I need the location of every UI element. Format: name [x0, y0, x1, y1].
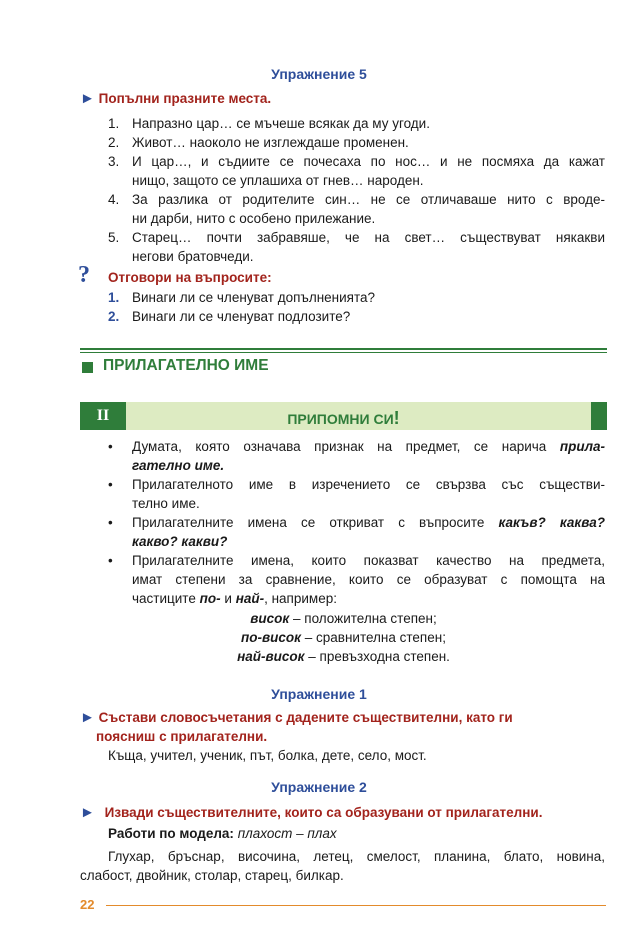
- exercise-2-instruction: ► Извади съществителните, които са образувани от прилагателни.: [80, 804, 543, 821]
- degree-examples: [80, 609, 607, 666]
- remember-title: ПРИПОМНИ СИ!: [287, 408, 400, 428]
- exercise-2-title: Упражнение 2: [271, 779, 367, 795]
- list-item: • Прилагателните имена, които показват качество на предмета, имат степени за сравнение, които се образуват с помощта на частиците по- и най-, например:: [108, 553, 605, 606]
- questions-title: Отговори на въпросите:: [108, 270, 272, 285]
- exercise-1-words: Къща, учител, ученик, път, болка, дете, село, мост.: [108, 748, 427, 763]
- list-item: 5. Старец… почти забравяше, че на свет… съществуват някакви негови братовчеди.: [108, 230, 605, 264]
- exercise-1-instruction: ► Състави словосъчетания с дадените съществителни, като ги: [80, 709, 513, 726]
- list-item: 1. Напразно цар… се мъчеше всякак да му угоди.: [108, 116, 430, 131]
- square-bullet-icon: [82, 362, 93, 373]
- question-item: 2. Винаги ли се членуват подлозите?: [108, 309, 351, 324]
- list-item: 4. За разлика от родителите син… не се отличаваше нито с вроде- ни дарби, нито с особено прилежание.: [108, 192, 605, 226]
- section-divider: [80, 348, 607, 350]
- triangle-arrow-icon: ►: [80, 90, 95, 107]
- section-divider-thin: [80, 352, 607, 353]
- exclamation-icon: !: [393, 408, 400, 428]
- list-item: 2. Живот… наоколо не изглеждаше променен.: [108, 135, 409, 150]
- exercise-5-items: [108, 114, 605, 266]
- footer-rule: [106, 905, 606, 906]
- questions-list: [108, 288, 375, 326]
- list-item: • Думата, която означава признак на предмет, се нарича прила- гателно име.: [108, 439, 605, 473]
- question-item: 1. Винаги ли се членуват допълненията?: [108, 290, 376, 305]
- degree-example: висок – положителна степен;: [250, 611, 437, 626]
- page-number: 22: [80, 897, 95, 912]
- rules-list: [108, 437, 605, 608]
- degree-example: по-висок – сравнителна степен;: [241, 630, 446, 645]
- list-item: • Прилагателното име в изречението се свързва със съществи- телно име.: [108, 477, 605, 511]
- exercise-2-model: Работи по модела: плахост – плах: [108, 826, 337, 841]
- exercise-1-title: Упражнение 1: [271, 686, 367, 702]
- exercise-2-words-cont: слабост, двойник, столар, старец, билкар.: [80, 868, 344, 883]
- question-mark-icon: ?: [78, 262, 90, 288]
- list-item: 3. И цар…, и съдиите се почесаха по нос… и не посмяха да кажат нищо, защото се уплашиха от гнев… народен.: [108, 154, 605, 188]
- triangle-arrow-icon: ►: [80, 804, 95, 821]
- exercise-5-title: Упражнение 5: [271, 66, 367, 82]
- roman-numeral-badge: II: [80, 402, 126, 430]
- degree-example: най-висок – превъзходна степен.: [237, 649, 450, 664]
- remember-banner: [80, 402, 607, 430]
- list-item: • Прилагателните имена се откриват с въпросите какъв? каква? какво? какви?: [108, 515, 605, 549]
- triangle-arrow-icon: ►: [80, 709, 95, 726]
- exercise-1-instruction-cont: поясниш с прилагателни.: [96, 729, 268, 744]
- section-title: ПРИЛАГАТЕЛНО ИМЕ: [103, 357, 269, 374]
- exercise-2-words: Глухар, бръснар, височина, летец, смелост, планина, блато, новина,: [108, 849, 605, 864]
- exercise-5-instruction: ► Попълни празните места.: [80, 90, 272, 107]
